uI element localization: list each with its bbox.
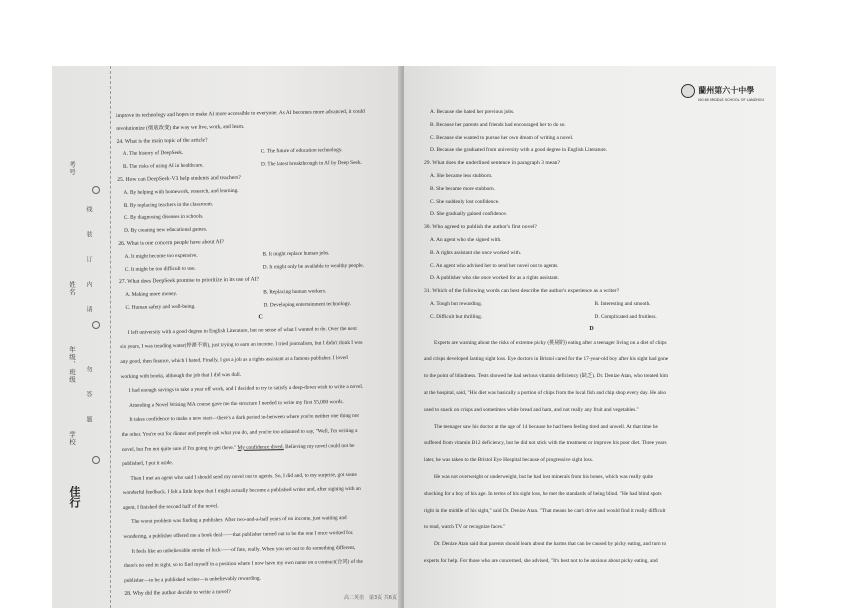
passage-line: to read, watch TV or recognize faces." <box>424 524 506 531</box>
passage-line: The teenager saw his doctor at the age of 14 because he had been feeling tired and unwell. At that time he <box>434 423 658 430</box>
option: C. The future of education technology. <box>260 147 343 155</box>
passage-line: published, I put it aside. <box>122 460 174 468</box>
option: B. Because her parents and friends had encouraged her to do so. <box>430 121 566 128</box>
section-heading-c: C <box>258 314 263 321</box>
passage-line: to the point of blindness. Tests showed he had serious vitamin deficiency (缺乏). Dr. Denize Atan, who treated him <box>424 373 669 380</box>
option: A. An agent who she signed with. <box>430 236 502 243</box>
binding-label-school: 学校 <box>68 431 76 446</box>
margin-word: 线 <box>85 206 92 212</box>
passage-line: It takes confidence to make a new start—there's a dark period in-between where you're neither one thing nor <box>129 413 360 424</box>
question-30: 30. Who agreed to publish the author's first novel? <box>424 224 537 231</box>
option: B. Replacing human workers. <box>263 288 327 296</box>
margin-word: 装 <box>85 231 92 237</box>
option: B. The risks of using AI in healthcare. <box>122 162 204 171</box>
margin-word: 请 <box>85 306 92 312</box>
question-28: 28. Why did the author decide to write a novel? <box>124 589 231 598</box>
margin-word: 内 <box>85 281 92 287</box>
passage-line: six years, I was treading water(停滞不前), just trying to earn an income. I tried journalism, but I didn't think I was <box>120 340 363 351</box>
brand-logo: 佳行 <box>68 486 81 508</box>
school-logo <box>681 80 764 102</box>
passage-line: wonderful feedback. I felt a little hope that I might actually become a published writer and, after signing with an <box>122 486 361 497</box>
passage-line: publisher—to be a published writer—is unbelievably rewarding. <box>124 575 261 584</box>
school-name-en: NO.60 MIDDLE SCHOOL OF LANZHOU <box>698 98 764 102</box>
passage-line: suffered from vitamin B12 deficiency, but he did not stick with the treatment or improve his poor diet. Three years <box>424 440 667 447</box>
options-row <box>424 311 759 324</box>
option: D. It might only be available to wealthy people. <box>262 262 365 271</box>
passage-line: Dr. Denize Atan said that parents should learn about the harms that can be caused by picky eating, and turn to <box>434 541 667 548</box>
question-24: 24. What is the main topic of the article? <box>116 136 208 145</box>
passage-line: I left university with a good degree in English Literature, but no sense of what I wanted to do. Over the next <box>127 325 357 336</box>
left-page <box>52 66 402 608</box>
binding-label-name: 姓名 <box>68 281 76 296</box>
question-29: 29. What does the underlined sentence in paragraph 3 mean? <box>424 160 560 167</box>
passage-line: at the hospital, said, "His diet was basically a portion of chips from the local fish and chip shop every day. He also <box>424 389 667 396</box>
option: A. Making more money. <box>125 291 178 299</box>
option: C. Difficult but thrilling. <box>430 313 483 320</box>
passage-line: used to snack on crisps and sometimes white bread and ham, and not really any fruit and vegetables." <box>424 406 639 413</box>
passage-line: shocking for a boy of his age. In terms of his sight loss, he met the standards of being blind. "He had blind spots <box>424 490 662 497</box>
passage-line: The worst problem was finding a publisher. After two-and-a-half years of no income, just waiting and <box>131 515 347 526</box>
passage-line: later, he was taken to the Bristol Eye Hospital because of progressive sight loss. <box>424 457 594 464</box>
option: B. A rights assistant she once worked with. <box>430 249 522 256</box>
passage-line: Experts are warning about the risks of extreme picky (挑剔的) eating after a teenager living on a diet of chips <box>434 339 667 346</box>
school-emblem-icon <box>681 84 695 98</box>
options-row <box>424 298 759 311</box>
option: C. An agent who advised her to send her novel out to agents. <box>430 262 559 269</box>
passage-line: right in the middle of his sight," said Dr. Denize Atan. "That means he can't drive and would find it really difficult <box>424 507 666 514</box>
option: A. By helping with homework, research, and learning. <box>123 187 239 196</box>
option: C. Because she wanted to pursue her own dream of writing a novel. <box>430 134 574 141</box>
option: B. She became more stubborn. <box>430 185 496 192</box>
option: A. Tough but rewarding. <box>430 300 483 307</box>
option: C. She suddenly lost confidence. <box>430 198 500 205</box>
margin-word: 题 <box>85 416 92 422</box>
option: B. By replacing teachers in the classroom. <box>123 200 214 209</box>
option: C. It might be too difficult to use. <box>124 265 196 273</box>
option: A. Because she hated her previous jobs. <box>430 109 515 115</box>
option: A. The history of DeepSeek. <box>122 150 184 158</box>
option: D. By creating new educational games. <box>124 226 208 235</box>
option: B. It might replace human jobs. <box>262 250 330 258</box>
school-name-cn: 蘭州第六十中學 <box>698 86 755 95</box>
option: C. By diagnosing diseases in schools. <box>123 213 204 222</box>
intro-line: revolutionize (彻底改变) the way we live, work, and learn. <box>116 123 245 132</box>
left-text-block <box>116 105 407 601</box>
binding-label-exam-number: 考号 <box>68 161 76 176</box>
option: D. Because she graduated from university with a good degree in English Literature. <box>430 147 608 154</box>
question-26: 26. What is one concern people have about AI? <box>118 239 225 247</box>
passage-line: He was not overweight or underweight, but he had lost minerals from his bones, which was really quite <box>434 473 654 480</box>
binding-hole <box>92 186 100 194</box>
passage-line: any good, then finance, which I hated. Finally, I got a job as a rights assistant at a famous publisher. I loved <box>120 354 348 365</box>
binding-margin <box>52 66 111 608</box>
intro-line: improve its technology and hopes to make AI more accessible to everyone. As AI becomes more advanced, it could <box>116 108 365 119</box>
question-31: 31. Which of the following words can best describe the author's experience as a writer? <box>424 288 620 295</box>
passage-line: the other. You're out for dinner and people ask what you do, and you're too ashamed to say, "Well, I'm writing a <box>121 427 358 438</box>
option: D. Complicated and fruitless. <box>594 313 657 320</box>
option: D. A publisher who she once worked for as a rights assistant. <box>430 275 560 282</box>
option: D. The latest breakthrough in AI by Deep Seek. <box>260 159 362 168</box>
option: A. It might become too expensive. <box>124 252 198 260</box>
passage-line: wondering, a publisher offered me a book deal——that publisher turned out to be the one I once worked for. <box>123 529 354 540</box>
option: B. Interesting and smooth. <box>594 300 651 307</box>
underlined-sentence: My confidence dived. <box>237 443 284 451</box>
passage-line: agent, I finished the second half of the novel. <box>122 503 219 511</box>
passage-line: experts for help. For those who are concerned, she advised, "It's best not to be anxious about picky eating, and <box>424 557 658 564</box>
right-page <box>344 66 776 608</box>
question-25: 25. How can DeepSeek-V3 help students and teachers? <box>117 174 241 183</box>
passage-line: I had enough savings to take a year off work, and I decided to try to satisfy a deep-down wish to write a novel. <box>128 383 364 394</box>
margin-word: 订 <box>85 256 92 262</box>
passage-line: there's no end in sight, so to find myself in a position where I now have my own name on a contract(合同) of the <box>123 559 363 570</box>
option: D. Developing entertainment technology. <box>263 300 351 309</box>
page-footer: 高二英语 第3页 共6页 <box>344 595 397 601</box>
passage-line: and crisps developed lasting sight loss. Eye doctors in Bristol cared for the 17-year-old boy after his sight had gone <box>424 356 669 363</box>
binding-hole <box>92 321 100 329</box>
right-text-block <box>424 106 759 570</box>
passage-line: It feels like an unbelievable stroke of luck——of fate, really. When you set out to do something different, <box>131 544 356 555</box>
passage-line-with-underline: novel, but I'm not quite sure if I'm going to get there." My confidence dived. Believing my novel could not be <box>121 442 355 453</box>
passage-line: Attending a Novel Writing MA course gave me the structure I needed to write my first 55,000 words. <box>129 398 344 409</box>
section-heading-d: D <box>589 325 594 332</box>
passage-line: working with books, although the job that I did was dull. <box>120 371 242 380</box>
option: A. She became less stubborn. <box>430 172 493 179</box>
passage-line: Then I met an agent who said I should send my novel out to agents. So, I did and, to my surprise, got some <box>130 471 357 482</box>
binding-hole <box>92 456 100 464</box>
binding-label-class: 年级、班级 <box>68 346 76 384</box>
margin-word: 答 <box>85 391 92 397</box>
question-27: 27. What does DeepSeek promise to prioritize in its use of AI? <box>118 276 260 286</box>
option: D. She gradually gained confidence. <box>430 211 508 218</box>
option: C. Human safety and well-being. <box>125 303 196 311</box>
margin-word: 勿 <box>85 366 92 372</box>
